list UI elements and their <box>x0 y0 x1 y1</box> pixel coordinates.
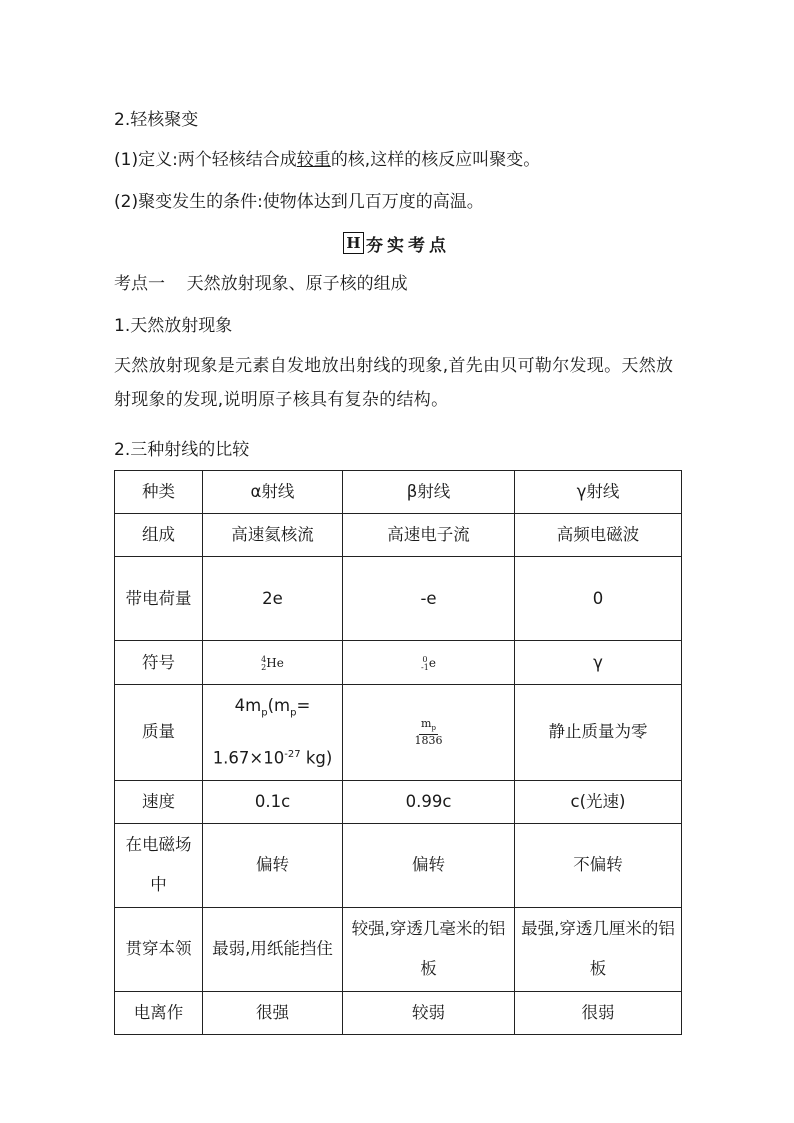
rays-comparison-table <box>114 470 682 1035</box>
beta-mass-cell <box>343 685 515 781</box>
mass-text: m <box>421 717 432 731</box>
fusion-condition: (2)聚变发生的条件:使物体达到几百万度的高温。 <box>114 192 484 212</box>
beta-atomic-number: -1 <box>421 662 429 672</box>
table-cell: 较弱 <box>343 991 515 1034</box>
def-prefix: (1)定义:两个轻核结合成 <box>114 150 297 170</box>
alpha-mass-line2 <box>203 734 342 780</box>
mass-sub: p <box>431 724 436 733</box>
subheading-comparison: 2.三种射线的比较 <box>114 440 250 460</box>
table-cell: 很弱 <box>515 991 682 1034</box>
beta-symbol-cell <box>343 641 515 685</box>
table-row <box>115 780 682 823</box>
table-row <box>115 514 682 557</box>
table-cell: 最弱,用纸能挡住 <box>203 907 343 991</box>
table-cell: 0.99c <box>343 780 515 823</box>
table-cell: 静止质量为零 <box>515 685 682 781</box>
alpha-mass-line1 <box>209 685 336 734</box>
subheading-radioactivity: 1.天然放射现象 <box>114 316 233 336</box>
def-suffix: 的核,这样的核反应叫聚变。 <box>330 150 541 170</box>
table-cell: β射线 <box>343 471 515 514</box>
table-row <box>115 991 682 1034</box>
table-cell: 高频电磁波 <box>515 514 682 557</box>
alpha-symbol <box>261 656 284 670</box>
fraction-denominator: 1836 <box>414 734 443 748</box>
table-cell: 偏转 <box>343 823 515 907</box>
table-cell: 带电荷量 <box>115 557 203 641</box>
alpha-atomic-number: 2 <box>261 662 267 672</box>
mass-text: = <box>296 696 311 715</box>
table-row <box>115 823 682 907</box>
table-cell: -e <box>343 557 515 641</box>
kaodian-title: 考点一 天然放射现象、原子核的组成 <box>114 274 408 294</box>
table-cell: γ <box>515 641 682 685</box>
fraction-numerator <box>419 718 438 735</box>
radioactivity-paragraph: 天然放射现象是元素自发地放出射线的现象,首先由贝可勒尔发现。天然放射现象的发现,说明原子核具有复杂的结构。 <box>114 356 674 410</box>
mass-text: (m <box>267 696 291 715</box>
beta-element: e <box>428 656 436 670</box>
beta-mass-fraction <box>415 718 443 747</box>
beta-symbol <box>421 656 436 670</box>
table-cell: 偏转 <box>203 823 343 907</box>
table-cell: α射线 <box>203 471 343 514</box>
def-underlined: 较重 <box>296 150 331 170</box>
mass-text: kg) <box>300 748 333 768</box>
heading-fusion: 2.轻核聚变 <box>114 110 199 130</box>
table-cell: 不偏转 <box>515 823 682 907</box>
table-row <box>115 557 682 641</box>
section-banner <box>343 230 450 256</box>
table-row <box>115 471 682 514</box>
banner-text: 夯实考点 <box>366 235 450 256</box>
table-row <box>115 641 682 685</box>
table-cell: 0 <box>515 557 682 641</box>
table-cell: 在电磁场中 <box>115 823 203 907</box>
fusion-definition <box>114 148 540 172</box>
table-cell: 种类 <box>115 471 203 514</box>
table-cell: 速度 <box>115 780 203 823</box>
mass-exponent: -27 <box>284 749 301 761</box>
table-cell: 较强,穿透几毫米的铝板 <box>343 907 515 991</box>
mass-sub: p <box>290 707 297 719</box>
table-row <box>115 685 682 781</box>
table-cell: c(光速) <box>515 780 682 823</box>
table-cell: 质量 <box>115 685 203 781</box>
mass-text: 1.67×10 <box>212 748 285 768</box>
beta-mass-number: 0 <box>422 654 428 664</box>
mass-sub: p <box>261 707 268 719</box>
table-cell: 组成 <box>115 514 203 557</box>
table-cell: 电离作 <box>115 991 203 1034</box>
table-cell: 最强,穿透几厘米的铝板 <box>515 907 682 991</box>
table-cell: γ射线 <box>515 471 682 514</box>
table-row <box>115 907 682 991</box>
table-cell: 高速电子流 <box>343 514 515 557</box>
h-icon: H <box>343 232 364 254</box>
alpha-mass-number: 4 <box>261 654 267 664</box>
alpha-mass-cell <box>203 685 343 781</box>
alpha-symbol-cell <box>203 641 343 685</box>
table-cell: 高速氦核流 <box>203 514 343 557</box>
mass-text: 4m <box>234 696 262 715</box>
table-cell: 0.1c <box>203 780 343 823</box>
table-cell: 贯穿本领 <box>115 907 203 991</box>
table-cell: 2e <box>203 557 343 641</box>
table-cell: 符号 <box>115 641 203 685</box>
alpha-element: He <box>266 656 284 670</box>
table-cell: 很强 <box>203 991 343 1034</box>
